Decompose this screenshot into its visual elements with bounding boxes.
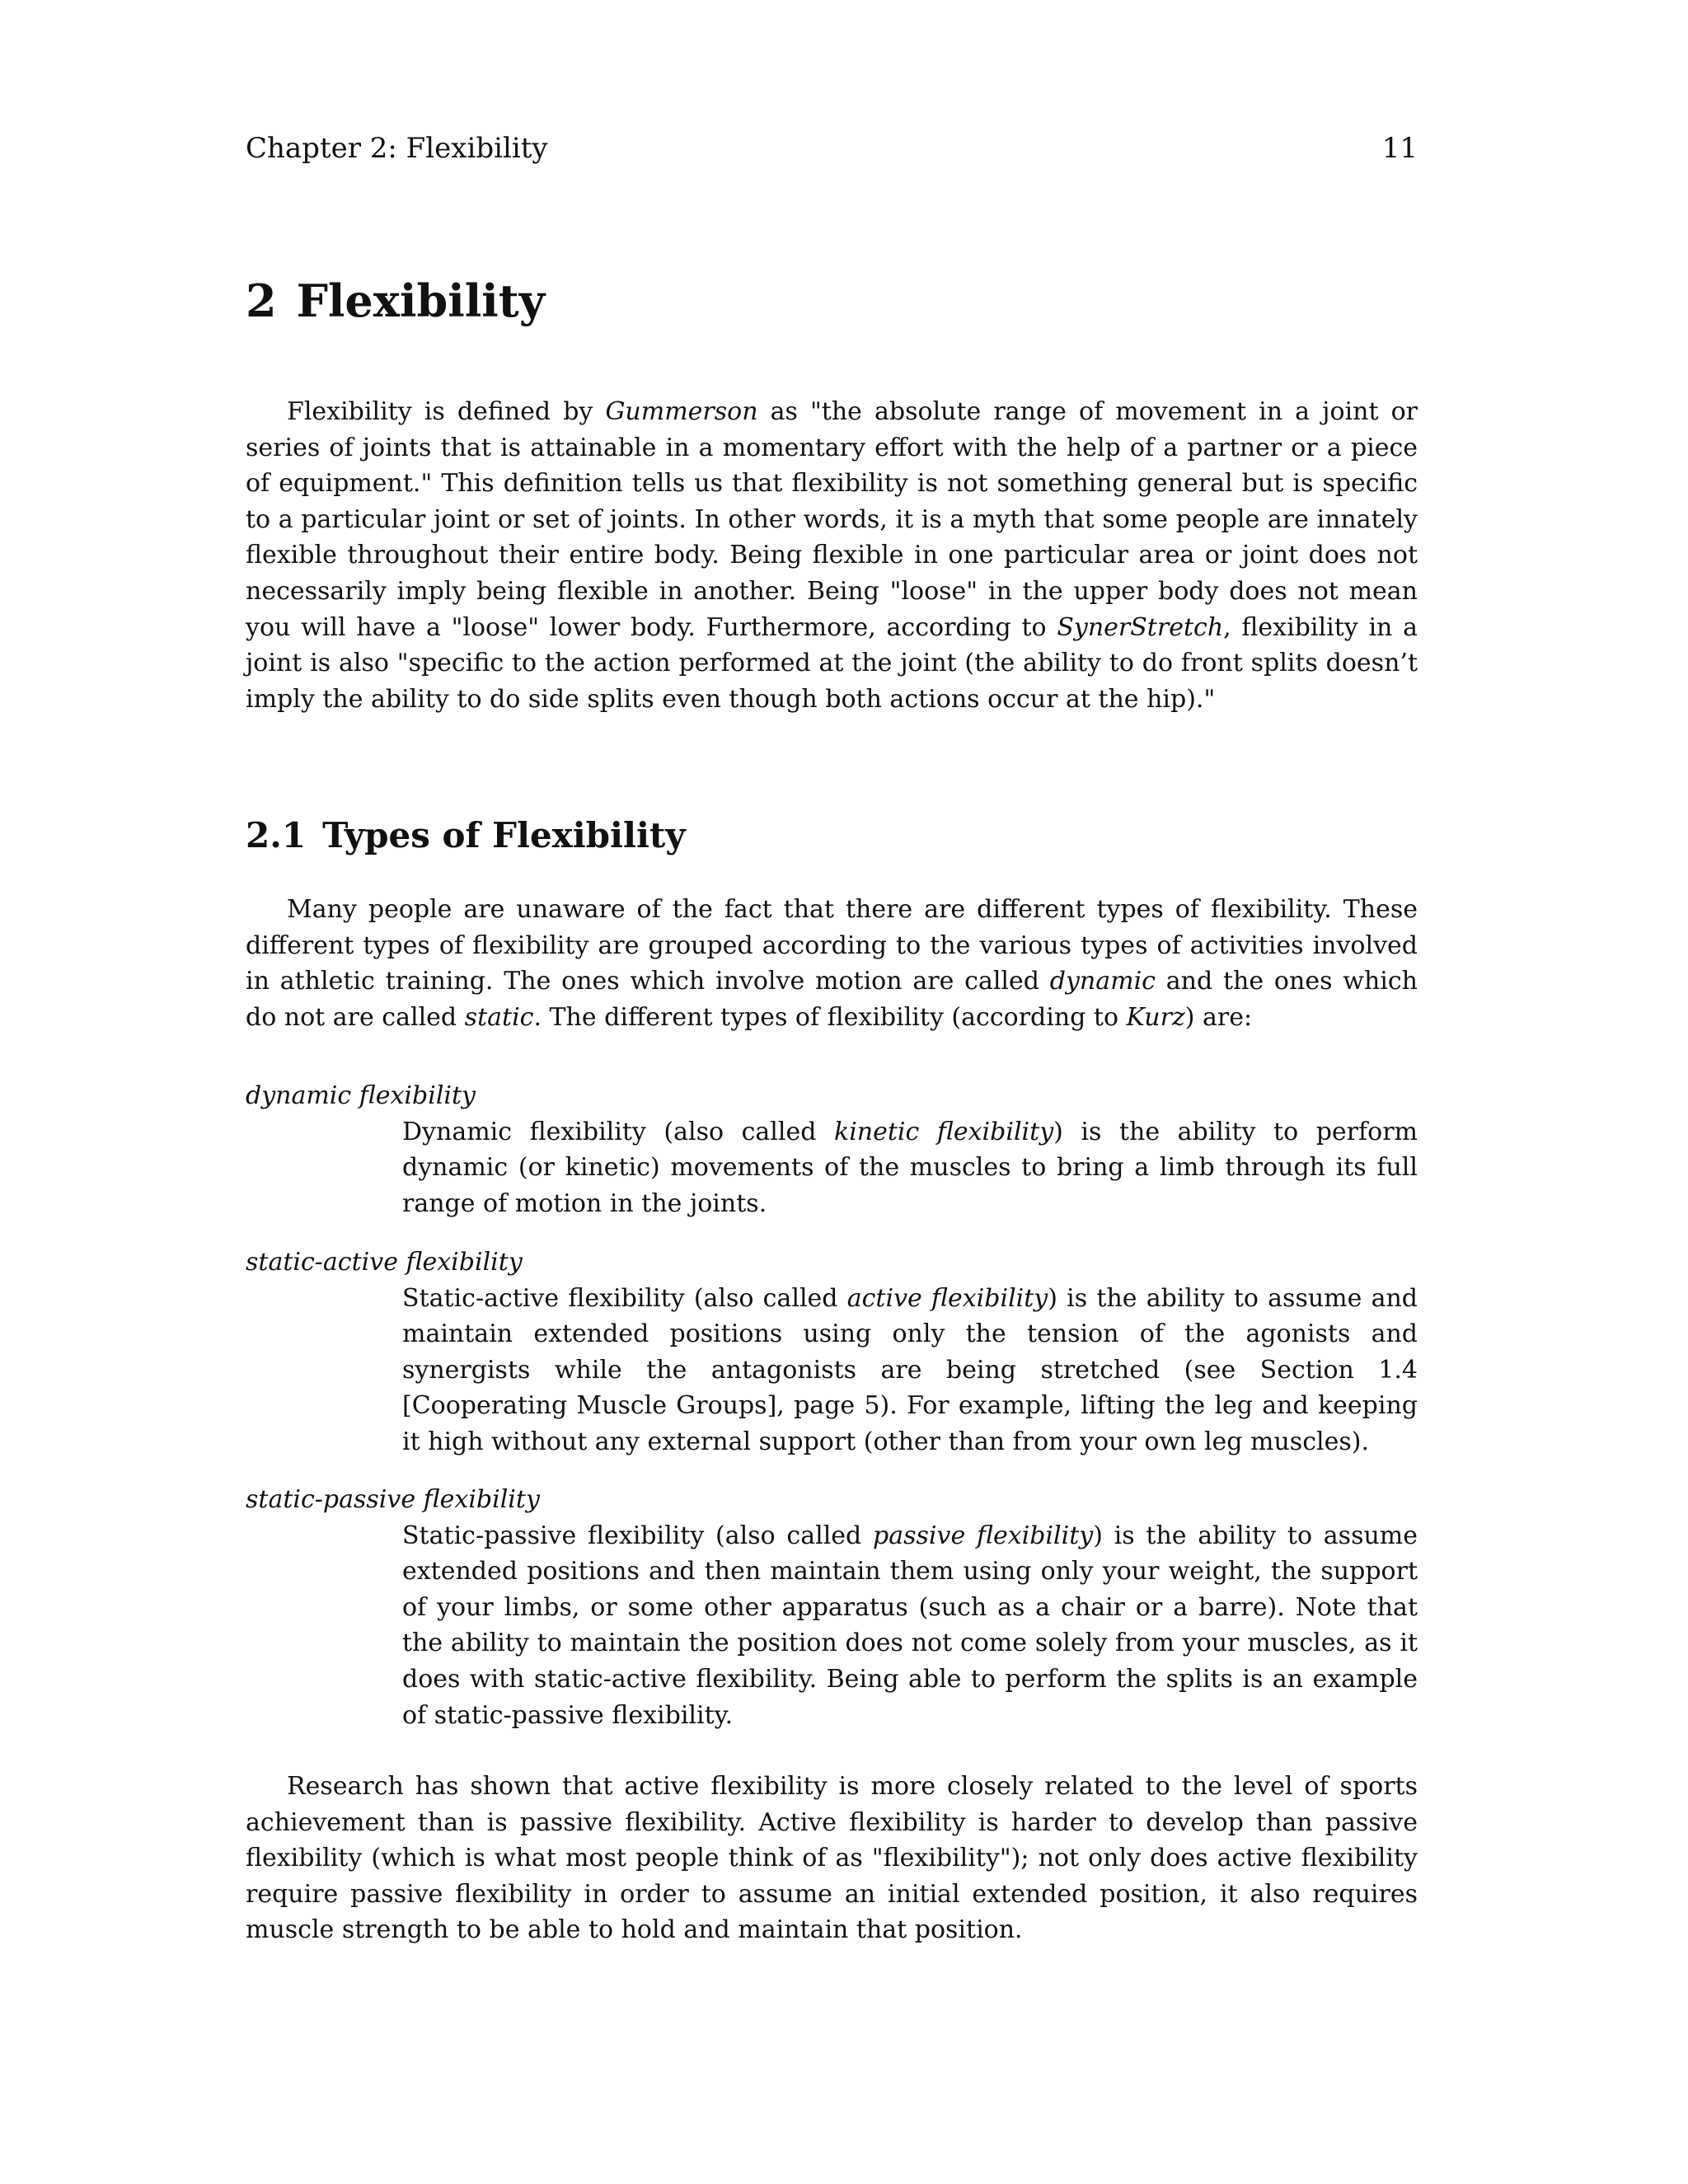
section-title-text: Types of Flexibility [322, 815, 686, 855]
definition-dynamic-flexibility [246, 1078, 1418, 1221]
definition-body [402, 1114, 1418, 1222]
definition-alias: kinetic flexibility [834, 1117, 1054, 1146]
page-number: 11 [1381, 132, 1418, 165]
types-intro-text-3: . The different types of flexibility (according to [533, 1002, 1127, 1032]
closing-paragraph: Research has shown that active flexibility is more closely related to the level of sports achievement than is passive flexibility. Active flexibility is harder to develop than passive flexibility (which is what most people think of as "flexibility"); not only does active flexibility require passive flexibility in order to assume an initial extended position, it also requires muscle strength to be able to hold and maintain that position. [246, 1772, 1418, 1945]
intro-text-2: as "the absolute range of movement in a joint or series of joints that is attainable in a momentary effort with the help of a partner or a piece of equipment." This definition tells us that flexibility is not something general but is specific to a particular joint or set of joints. In other words, it is a myth that some people are innately flexible throughout their entire body. Being flexible in one particular area or joint does not necessarily imply being flexible in another. Being "loose" in the upper body does not mean you will have a "loose" lower body. Furthermore, according to [246, 397, 1418, 642]
chapter-title-text: Flexibility [296, 274, 546, 327]
types-intro-text-2: and the ones which do not are called [246, 967, 1418, 1032]
definition-text-1: Static-passive flexibility (also called [402, 1521, 874, 1550]
types-intro-text-1: Many people are unaware of the fact that there are different types of flexibility. These different types of flexibility are grouped according to the various types of activities involved in athletic training. The ones which involve motion are called [246, 895, 1418, 996]
definition-term: static-passive flexibility [246, 1485, 540, 1514]
definition-alias: active flexibility [846, 1283, 1048, 1313]
definition-alias: passive flexibility [873, 1521, 1094, 1550]
definition-static-passive-flexibility [246, 1482, 1418, 1733]
term-dynamic: dynamic [1049, 967, 1156, 996]
definition-body [402, 1281, 1418, 1460]
definition-term: dynamic flexibility [246, 1081, 476, 1110]
citation-synerstretch: SynerStretch [1057, 612, 1224, 642]
chapter-title [246, 272, 545, 330]
definition-body [402, 1518, 1418, 1734]
definition-text-1: Dynamic flexibility (also called [402, 1117, 835, 1146]
running-head-chapter: Chapter 2: Flexibility [246, 132, 548, 165]
definition-term: static-active flexibility [246, 1248, 523, 1277]
section-number: 2.1 [246, 815, 307, 855]
types-intro-text-4: ) are: [1184, 1002, 1253, 1032]
section-title [246, 813, 686, 859]
intro-paragraph [246, 394, 1418, 717]
term-static: static [464, 1002, 534, 1032]
chapter-number: 2 [246, 274, 277, 327]
intro-text-1: Flexibility is defined by [287, 397, 606, 426]
citation-gummerson: Gummerson [605, 397, 758, 426]
definition-text-2: ) is the ability to assume extended positions and then maintain them using only your weight, the support of your limbs, or some other apparatus (such as a chair or a barre). Note that the ability to maintain the position does not come solely from your muscles, as it does with static-active flexibility. Being able to perform the splits is an example of static-passive flexibility. [402, 1521, 1418, 1730]
types-intro-paragraph [246, 892, 1418, 1035]
document-page [246, 0, 1418, 2184]
definition-text-1: Static-active flexibility (also called [402, 1283, 847, 1313]
citation-kurz: Kurz [1126, 1002, 1185, 1032]
intro-text-3: , flexibility in a joint is also "specific to the action performed at the joint (the ability to do front splits doesn’t imply the ability to do side splits even though both actions occur at the hip)." [246, 612, 1418, 714]
definition-text-2: ) is the ability to assume and maintain extended positions using only the tension of the agonists and synergists while the antagonists are being stretched (see Section 1.4 [Cooperating Muscle Groups], page 5). For example, lifting the leg and keeping it high without any external support (other than from your own leg muscles). [402, 1283, 1418, 1456]
definition-text-2: ) is the ability to perform dynamic (or kinetic) movements of the muscles to bring a limb through its full range of motion in the joints. [402, 1117, 1418, 1218]
definition-static-active-flexibility [246, 1244, 1418, 1460]
